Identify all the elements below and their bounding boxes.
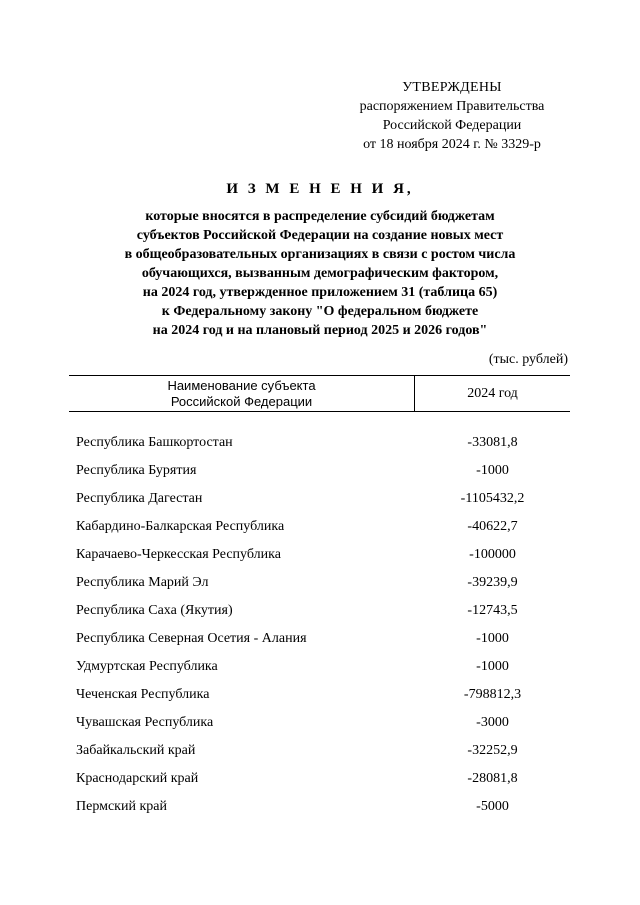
subtitle-line: к Федеральному закону "О федеральном бюджете [161, 304, 479, 319]
table-row [69, 653, 570, 681]
approval-line: Российской Федерации [382, 118, 522, 133]
region-name: Республика Бурятия [76, 463, 197, 478]
region-name: Забайкальский край [76, 743, 196, 758]
region-name: Республика Северная Осетия - Алания [76, 631, 307, 646]
subtitle-line: субъектов Российской Федерации на создание новых мест [136, 228, 504, 243]
table-row [69, 625, 570, 653]
region-value: -5000 [476, 799, 509, 814]
region-name: Карачаево-Черкесская Республика [76, 547, 281, 562]
table-row [69, 485, 570, 513]
region-value: -1000 [476, 659, 509, 674]
units-label: (тыс. рублей) [488, 352, 568, 367]
table-row [69, 569, 570, 597]
region-name: Пермский край [76, 799, 167, 814]
header-region-name: Наименование субъекта Российской Федерации [69, 376, 415, 411]
table-row [69, 765, 570, 793]
subtitle-line: на 2024 год и на плановый период 2025 и 2026 годов" [152, 323, 488, 338]
region-value: -100000 [469, 547, 516, 562]
subtitle-line: на 2024 год, утвержденное приложением 31 (таблица 65) [142, 285, 498, 300]
table-body [69, 429, 570, 821]
region-value: -1000 [476, 463, 509, 478]
document-subtitle [60, 207, 580, 340]
region-name: Республика Марий Эл [76, 575, 209, 590]
approval-heading: УТВЕРЖДЕНЫ [402, 80, 502, 95]
table-row [69, 541, 570, 569]
table-row [69, 737, 570, 765]
region-name: Республика Дагестан [76, 491, 203, 506]
region-name: Удмуртская Республика [76, 659, 218, 674]
region-value: -28081,8 [467, 771, 518, 786]
region-name: Краснодарский край [76, 771, 199, 786]
region-value: -3000 [476, 715, 509, 730]
region-name: Чеченская Республика [76, 687, 210, 702]
table-row [69, 793, 570, 821]
region-value: -39239,9 [467, 575, 518, 590]
table-row [69, 457, 570, 485]
approval-date: от 18 ноября 2024 г. № 3329-р [363, 137, 541, 152]
region-name: Республика Башкортостан [76, 435, 233, 450]
table-row [69, 597, 570, 625]
region-name: Кабардино-Балкарская Республика [76, 519, 285, 534]
table-row [69, 429, 570, 457]
subsidy-table [69, 375, 570, 821]
region-value: -798812,3 [463, 687, 522, 702]
region-value: -1105432,2 [460, 491, 525, 506]
table-row [69, 681, 570, 709]
approval-line: распоряжением Правительства [359, 99, 545, 114]
document-title: И З М Е Н Е Н И Я, [226, 181, 414, 197]
region-name: Республика Саха (Якутия) [76, 603, 233, 618]
subtitle-line: обучающихся, вызванным демографическим фактором, [141, 266, 499, 281]
region-name: Чувашская Республика [76, 715, 214, 730]
region-value: -12743,5 [467, 603, 518, 618]
table-row [69, 709, 570, 737]
table-header [69, 375, 570, 412]
region-value: -40622,7 [467, 519, 518, 534]
approval-stamp [352, 78, 552, 154]
subtitle-line: в общеобразовательных организациях в связи с ростом числа [124, 247, 516, 262]
region-value: -33081,8 [467, 435, 518, 450]
header-year: 2024 год [467, 386, 518, 401]
table-row [69, 513, 570, 541]
subtitle-line: которые вносятся в распределение субсидий бюджетам [145, 209, 495, 224]
region-value: -32252,9 [467, 743, 518, 758]
region-value: -1000 [476, 631, 509, 646]
